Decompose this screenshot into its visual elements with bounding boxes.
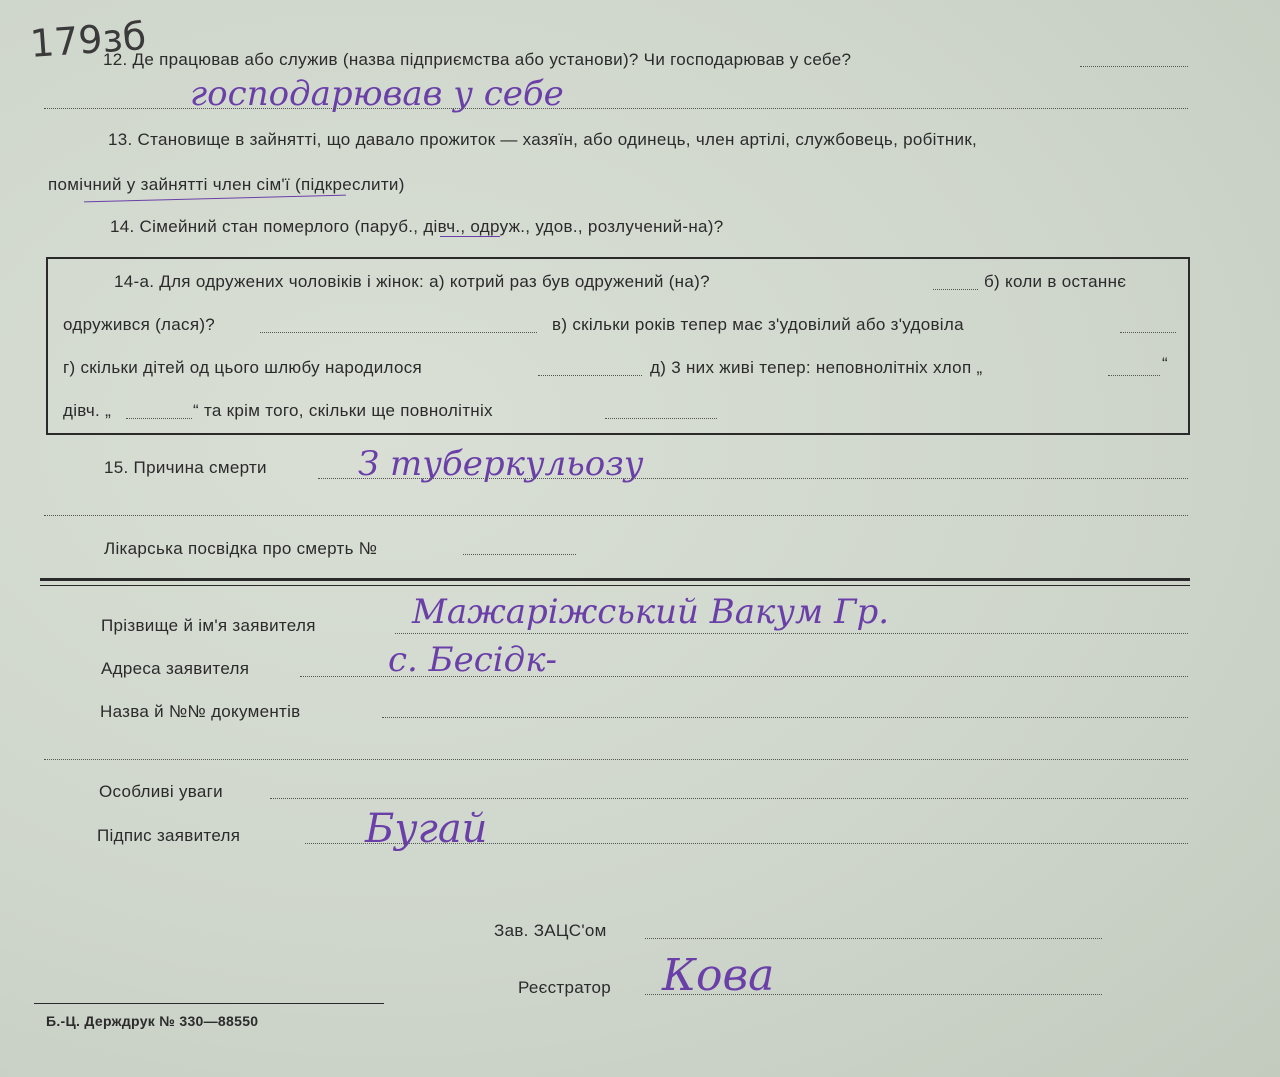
applicant-signature-value: Бугай	[365, 806, 488, 852]
head-signature-line	[645, 938, 1102, 939]
q15-extra-line	[44, 515, 1188, 516]
section-divider-thin	[40, 585, 1190, 586]
q13-line1: 13. Становище в зайнятті, що давало прожиток — хазяїн, або одинець, член артілі, службовець, робітник,	[108, 130, 978, 149]
printer-imprint: Б.-Ц. Держдрук № 330—88550	[46, 1013, 259, 1029]
q14a-line2a: одружився (лася)?	[63, 315, 216, 334]
q14a-fill-6	[126, 418, 192, 419]
applicant-signature-line	[305, 843, 1188, 844]
head-label: Зав. ЗАЦС'ом	[494, 921, 607, 940]
applicant-name-label: Прізвище й ім'я заявителя	[101, 616, 316, 635]
applicant-notes-line	[270, 798, 1188, 799]
q14a-line3b: д) 3 них живі тепер: неповнолітніх хлоп „	[650, 358, 983, 377]
q12-label: 12. Де працював або служив (назва підприємства або установи)? Чи господарював у себе?	[103, 50, 852, 69]
corner-note: 179зб	[28, 14, 148, 66]
applicant-address-line	[300, 676, 1188, 677]
q14a-fill-5	[1108, 375, 1160, 376]
applicant-address-value: с. Бесідк-	[388, 640, 558, 680]
q14a-line1a: 14-а. Для одружених чоловіків і жінок: а) котрий раз був одружений (на)?	[114, 272, 710, 291]
section-divider	[40, 578, 1190, 581]
q14a-line3a: г) скільки дітей од цього шлюбу народилося	[63, 358, 423, 377]
q15-fill-line	[318, 478, 1188, 479]
applicant-name-value: Мажаріжський Вакум Гр.	[412, 592, 890, 632]
q12-answer-line	[44, 108, 1188, 109]
q15-answer: З туберкульозу	[358, 444, 644, 484]
q14a-fill-3	[1120, 332, 1176, 333]
applicant-signature-label: Підпис заявителя	[97, 826, 241, 845]
q15-label: 15. Причина смерти	[104, 458, 267, 477]
q14a-fill-1	[933, 289, 978, 290]
footer-rule	[34, 1003, 384, 1004]
applicant-address-label: Адреса заявителя	[101, 659, 250, 678]
q14a-line1b: б) коли в останнє	[984, 272, 1127, 291]
q12-fill-line	[1080, 66, 1188, 67]
q12-answer: господарював у себе	[190, 74, 564, 114]
q14-label: 14. Сімейний стан померлого (паруб., дівч., одруж., удов., розлучений-на)?	[110, 217, 724, 236]
q14a-fill-2	[260, 332, 537, 333]
applicant-docs-extra-line	[44, 759, 1188, 760]
q14a-line3c: “	[1162, 354, 1168, 373]
medical-label: Лікарська посвідка про смерть №	[104, 539, 378, 558]
registrar-signature: Кова	[662, 950, 775, 1001]
applicant-docs-line	[382, 717, 1188, 718]
registrar-label: Реєстратор	[518, 978, 612, 997]
q13-line2: помічний у зайнятті член сім'ї (підкреслити)	[48, 175, 405, 194]
registrar-signature-line	[645, 994, 1102, 995]
q14-underline	[440, 236, 500, 237]
applicant-docs-label: Назва й №№ документів	[100, 702, 301, 721]
applicant-name-line	[395, 633, 1188, 634]
applicant-notes-label: Особливі уваги	[99, 782, 223, 801]
q14a-line4b: “ та крім того, скільки ще повнолітніх	[193, 401, 493, 420]
q14a-line4a: дівч. „	[63, 401, 112, 420]
q14a-line2b: в) скільки років тепер має з'удовілий або з'удовіла	[552, 315, 964, 334]
medical-fill-line	[463, 554, 576, 555]
q14a-fill-7	[605, 418, 717, 419]
q14a-fill-4	[538, 375, 642, 376]
q13-underline	[84, 195, 346, 203]
